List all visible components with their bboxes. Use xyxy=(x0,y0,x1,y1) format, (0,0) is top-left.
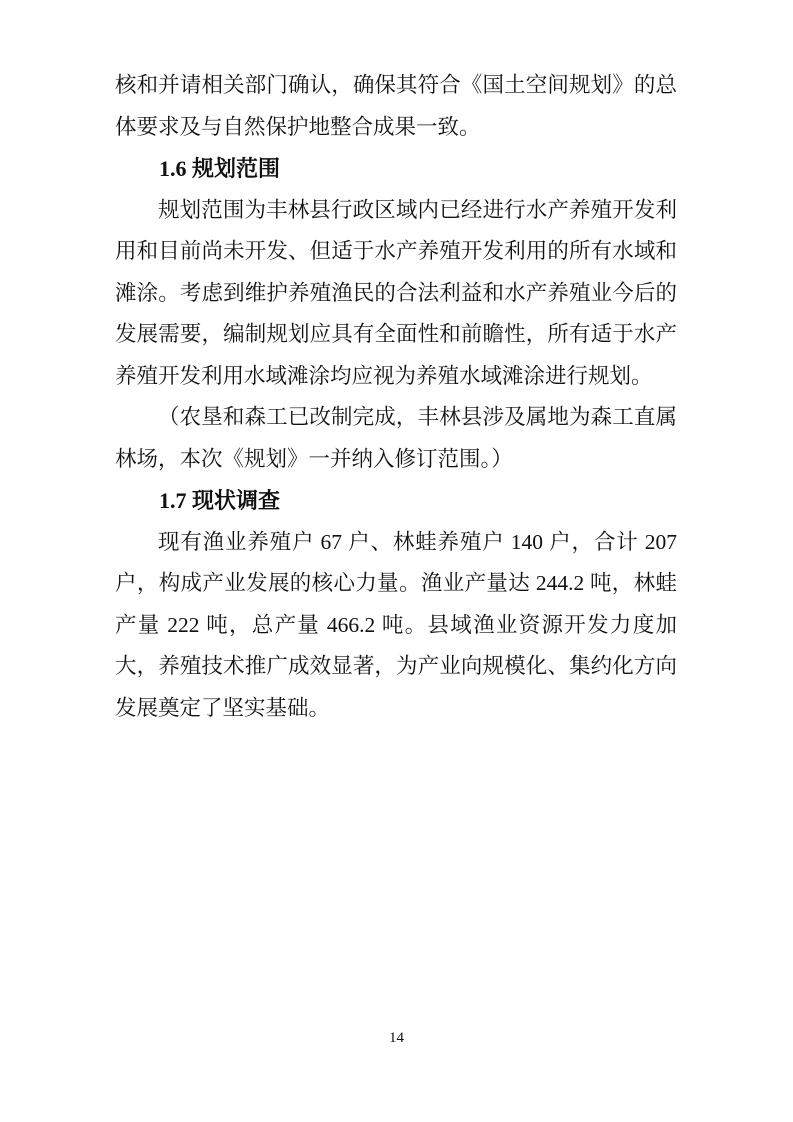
page-number: 14 xyxy=(389,1030,404,1046)
page-footer xyxy=(0,1028,793,1048)
paragraph-parenthetical-note: （农垦和森工已改制完成，丰林县涉及属地为森工直属林场，本次《规划》一并纳入修订范围。） xyxy=(115,405,677,471)
paragraph-status-survey: 现有渔业养殖户 67 户、林蛙养殖户 140 户，合计 207 户，构成产业发展的核心力量。渔业产量达 244.2 吨，林蛙产量 222 吨，总产量 466.2 吨。县域渔业资源开发力度加大，养殖技术推广成效显著，为产业向规模化、集约化方向发展奠定了坚实基础。 xyxy=(115,529,677,720)
paragraph-continuation: 核和并请相关部门确认，确保其符合《国土空间规划》的总体要求及与自然保护地整合成果一致。 xyxy=(115,73,677,139)
page-body xyxy=(115,65,677,729)
section-heading-1-6: 1.6 规划范围 xyxy=(159,156,281,181)
section-heading-1-7: 1.7 现状调查 xyxy=(159,488,281,513)
paragraph-planning-scope: 规划范围为丰林县行政区域内已经进行水产养殖开发利用和目前尚未开发、但适于水产养殖开发利用的所有水域和滩涂。考虑到维护养殖渔民的合法利益和水产养殖业今后的发展需要，编制规划应具有全面性和前瞻性，所有适于水产养殖开发利用水域滩涂均应视为养殖水域滩涂进行规划。 xyxy=(115,197,677,388)
